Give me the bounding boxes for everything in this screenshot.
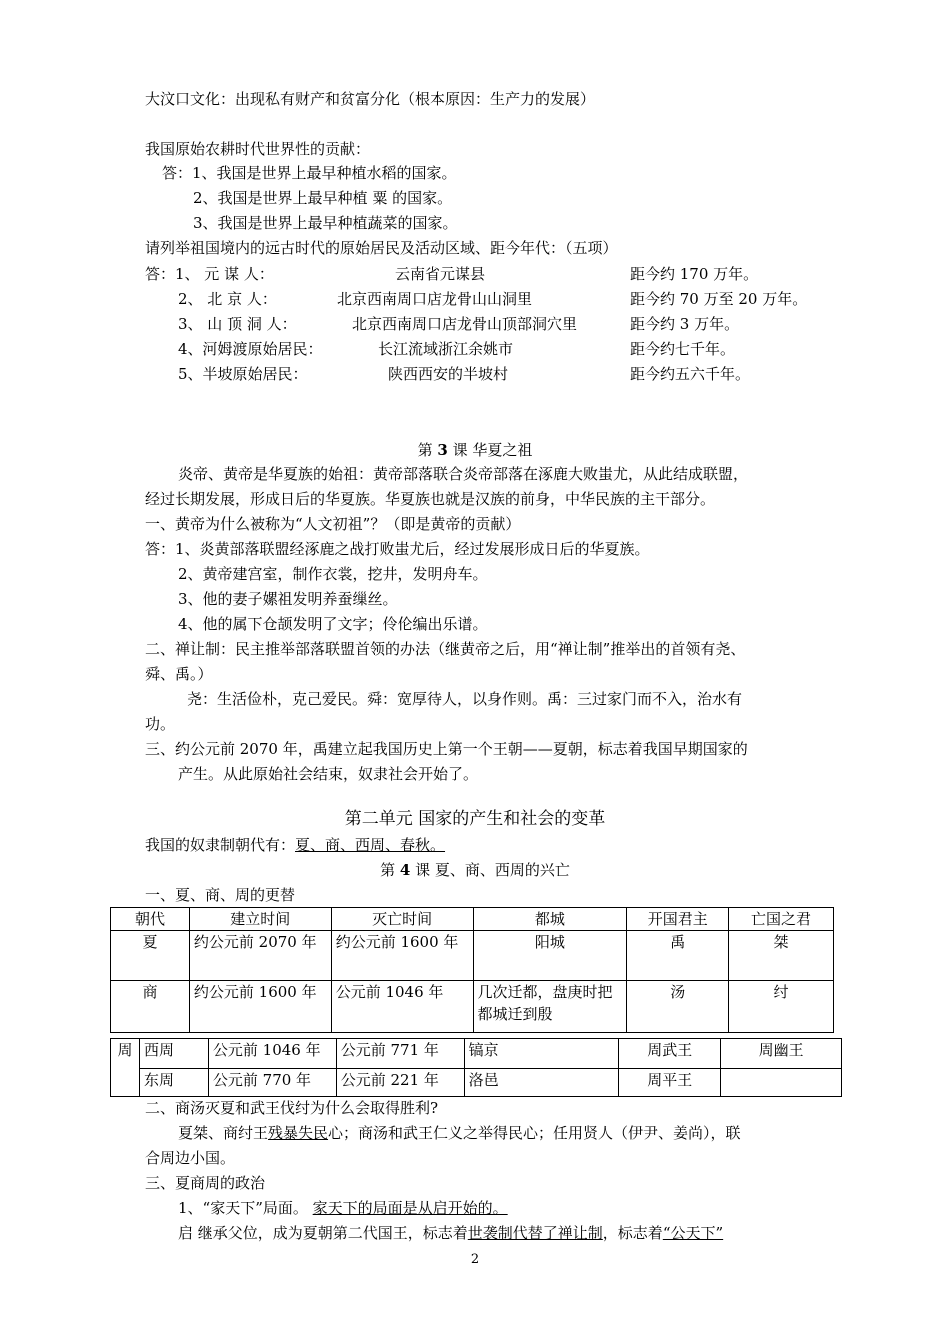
dynasty-table	[110, 907, 834, 1033]
table-cell: 公元前 770 年	[208, 1069, 336, 1097]
table-header: 亡国之君	[729, 908, 834, 931]
page-number: 2	[470, 1252, 480, 1267]
resident-name: 5、半坡原始居民：	[178, 365, 308, 383]
lesson3-answer-4: 4、他的属下仓颉发明了文字；伶伦编出乐谱。	[178, 615, 488, 633]
table-header: 都城	[473, 908, 627, 931]
resident-age: 距今约五六千年。	[630, 365, 751, 383]
lesson3-answer-2: 2、黄帝建宫室，制作衣裳，挖井，发明舟车。	[178, 565, 488, 583]
lesson4-section-2-answer-cont: 合周边小国。	[145, 1149, 236, 1167]
lesson4-section-3-point-1: 1、“家天下”局面。 家天下的局面是从启开始的。	[178, 1199, 508, 1217]
resident-place: 陕西西安的半坡村	[388, 365, 509, 383]
table-header-row	[111, 908, 834, 931]
table-header: 开国君主	[627, 908, 729, 931]
resident-age: 距今约 170 万年。	[630, 265, 759, 283]
lesson4-section-2-answer: 夏桀、商纣王残暴失民心；商汤和武王仁义之举得民心；任用贤人（伊尹、姜尚），联	[178, 1124, 741, 1142]
lesson3-question-1: 一、黄帝为什么被称为“人文初祖”？（即是黄帝的贡献）	[145, 515, 521, 533]
lesson4-title: 第 4 课 夏、商、西周的兴亡	[380, 861, 570, 879]
lesson3-question-2: 二、禅让制：民主推举部落联盟首领的办法（继黄帝之后，用“禅让制”推举出的首领有尧、	[145, 640, 746, 658]
lesson4-section-3-point-2: 启 继承父位，成为夏朝第二代国王，标志着世袭制代替了禅让制，标志着“公天下”	[178, 1224, 724, 1242]
lesson3-title: 第 3 课 华夏之祖	[417, 441, 533, 459]
table-cell: 镐京	[464, 1039, 619, 1069]
table-cell: 商	[111, 981, 190, 1033]
slave-dynasties: 我国的奴隶制朝代有：夏、商、西周、春秋。	[145, 836, 446, 854]
resident-name: 4、河姆渡原始居民：	[178, 340, 323, 358]
resident-age: 距今约 3 万年。	[630, 315, 740, 333]
resident-place: 云南省元谋县	[395, 265, 486, 283]
lesson3-rulers: 尧：生活俭朴，克己爱民。舜：宽厚待人，以身作则。禹：三过家门而不入，治水有	[187, 690, 743, 708]
table-row	[111, 931, 834, 981]
lesson3-question-2-cont: 舜、禹。）	[145, 665, 213, 683]
table-header: 建立时间	[189, 908, 331, 931]
table-cell: 约公元前 2070 年	[189, 931, 331, 981]
table-cell: 周平王	[619, 1069, 721, 1097]
contribution-answer-2: 2、我国是世界上最早种植 粟 的国家。	[193, 189, 453, 207]
table-cell: 洛邑	[464, 1069, 619, 1097]
lesson4-section-1: 一、夏、商、周的更替	[145, 886, 296, 904]
residents-question: 请列举祖国境内的远古时代的原始居民及活动区域、距今年代：（五项）	[145, 239, 618, 257]
table-cell: 夏	[111, 931, 190, 981]
unit2-title: 第二单元 国家的产生和社会的变革	[344, 809, 606, 829]
resident-name: 答：1、 元 谋 人：	[145, 265, 274, 283]
table-row	[111, 981, 834, 1033]
resident-name: 2、 北 京 人：	[178, 290, 277, 308]
table-cell: 几次迁都，盘庚时把都城迁到殷	[473, 981, 627, 1033]
contribution-answer-1: 答：1、我国是世界上最早种植水稻的国家。	[162, 164, 457, 182]
table-header: 朝代	[111, 908, 190, 931]
table-cell: 公元前 1046 年	[208, 1039, 336, 1069]
resident-place: 长江流域浙江余姚市	[378, 340, 514, 358]
lesson3-answer-1: 答：1、炎黄部落联盟经涿鹿之战打败蚩尤后，经过发展形成日后的华夏族。	[145, 540, 650, 558]
table-cell: 周	[111, 1039, 140, 1097]
lesson3-intro-1: 炎帝、黄帝是华夏族的始祖：黄帝部落联合炎帝部落在涿鹿大败蚩尤，从此结成联盟，	[178, 465, 749, 483]
contribution-answer-3: 3、我国是世界上最早种植蔬菜的国家。	[193, 214, 458, 232]
resident-place: 北京西南周口店龙骨山山洞里	[337, 290, 533, 308]
table-row	[111, 1069, 842, 1097]
resident-age: 距今约 70 万至 20 万年。	[630, 290, 808, 308]
dawenkou-line: 大汶口文化：出现私有财产和贫富分化（根本原因：生产力的发展）	[145, 90, 596, 108]
table-cell: 公元前 1046 年	[331, 981, 473, 1033]
table-cell: 西周	[139, 1039, 208, 1069]
resident-name: 3、 山 顶 洞 人：	[178, 315, 297, 333]
resident-age: 距今约七千年。	[630, 340, 736, 358]
table-cell: 公元前 221 年	[336, 1069, 464, 1097]
lesson4-section-3: 三、夏商周的政治	[145, 1174, 266, 1192]
table-cell: 东周	[139, 1069, 208, 1097]
table-cell: 约公元前 1600 年	[331, 931, 473, 981]
table-cell: 桀	[729, 931, 834, 981]
zhou-table	[110, 1038, 842, 1097]
table-header: 灭亡时间	[331, 908, 473, 931]
table-cell: 周武王	[619, 1039, 721, 1069]
lesson3-answer-3: 3、他的妻子嫘祖发明养蚕缫丝。	[178, 590, 398, 608]
table-row	[111, 1039, 842, 1069]
table-cell	[721, 1069, 842, 1097]
lesson3-intro-2: 经过长期发展，形成日后的华夏族。华夏族也就是汉族的前身，中华民族的主干部分。	[145, 490, 716, 508]
table-cell: 约公元前 1600 年	[189, 981, 331, 1033]
table-cell: 禹	[627, 931, 729, 981]
lesson3-question-3: 三、约公元前 2070 年，禹建立起我国历史上第一个王朝——夏朝，标志着我国早期国家的	[145, 740, 748, 758]
table-cell: 周幽王	[721, 1039, 842, 1069]
resident-place: 北京西南周口店龙骨山顶部洞穴里	[352, 315, 578, 333]
table-cell: 汤	[627, 981, 729, 1033]
contribution-question: 我国原始农耕时代世界性的贡献：	[145, 140, 371, 158]
lesson3-rulers-cont: 功。	[145, 715, 176, 733]
table-cell: 纣	[729, 981, 834, 1033]
lesson3-question-3-cont: 产生。从此原始社会结束，奴隶社会开始了。	[178, 765, 479, 783]
lesson4-section-2: 二、商汤灭夏和武王伐纣为什么会取得胜利?	[145, 1099, 439, 1117]
table-cell: 公元前 771 年	[336, 1039, 464, 1069]
table-cell: 阳城	[473, 931, 627, 981]
